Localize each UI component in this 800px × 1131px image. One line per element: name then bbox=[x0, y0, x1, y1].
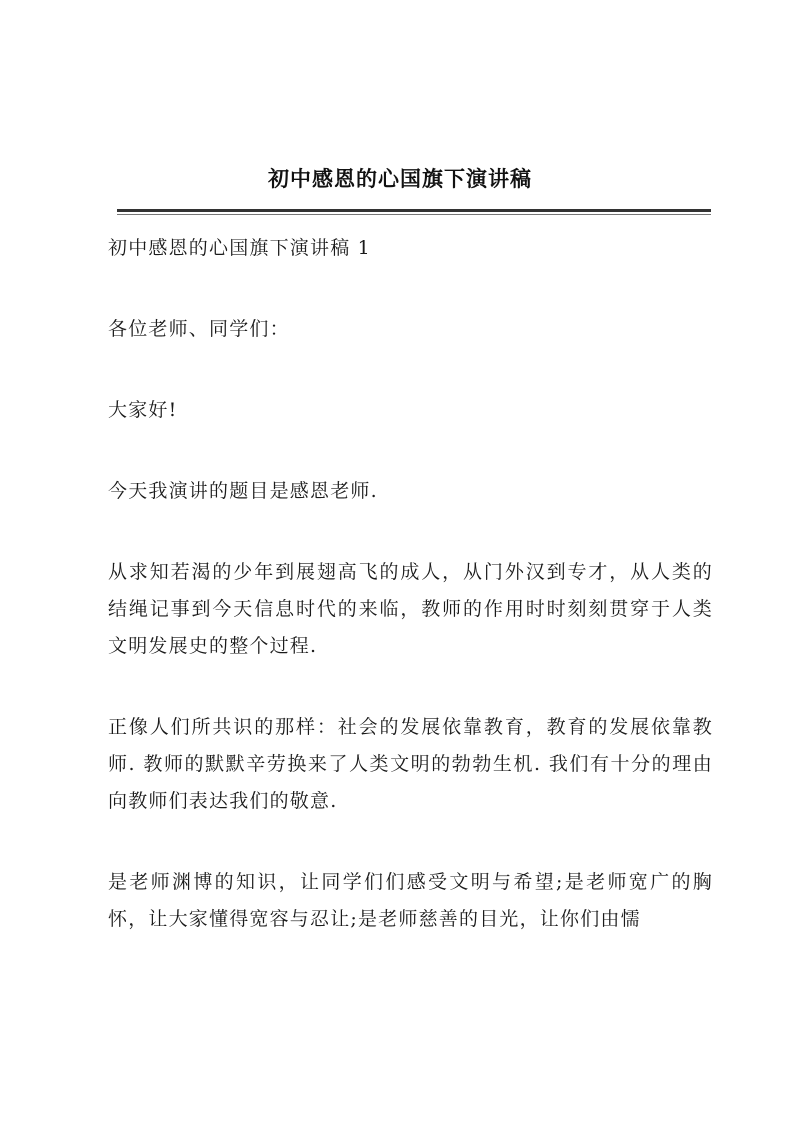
greeting-paragraph: 大家好! bbox=[108, 399, 178, 421]
document-title: 初中感恩的心国旗下演讲稿 bbox=[268, 166, 532, 191]
salutation-paragraph: 各位老师、同学们： bbox=[108, 318, 290, 340]
topic-paragraph: 今天我演讲的题目是感恩老师. bbox=[108, 480, 378, 502]
title-divider bbox=[117, 209, 711, 212]
body-paragraph: 正像人们所共识的那样：社会的发展依靠教育，教育的发展依靠教师. 教师的默默辛劳换来了人类文明的勃勃生机. 我们有十分的理由向教师们表达我们的敬意. bbox=[108, 716, 713, 812]
speech-heading: 初中感恩的心国旗下演讲稿 1 bbox=[108, 237, 371, 259]
body-paragraph: 从求知若渴的少年到展翅高飞的成人，从门外汉到专才，从人类的结绳记事到今天信息时代的来临，教师的作用时时刻刻贯穿于人类文明发展史的整个过程. bbox=[108, 561, 713, 657]
document-body bbox=[108, 230, 713, 982]
body-paragraph: 是老师渊博的知识，让同学们们感受文明与希望;是老师宽广的胸怀，让大家懂得宽容与忍让;是老师慈善的目光，让你们由懦 bbox=[108, 871, 713, 930]
